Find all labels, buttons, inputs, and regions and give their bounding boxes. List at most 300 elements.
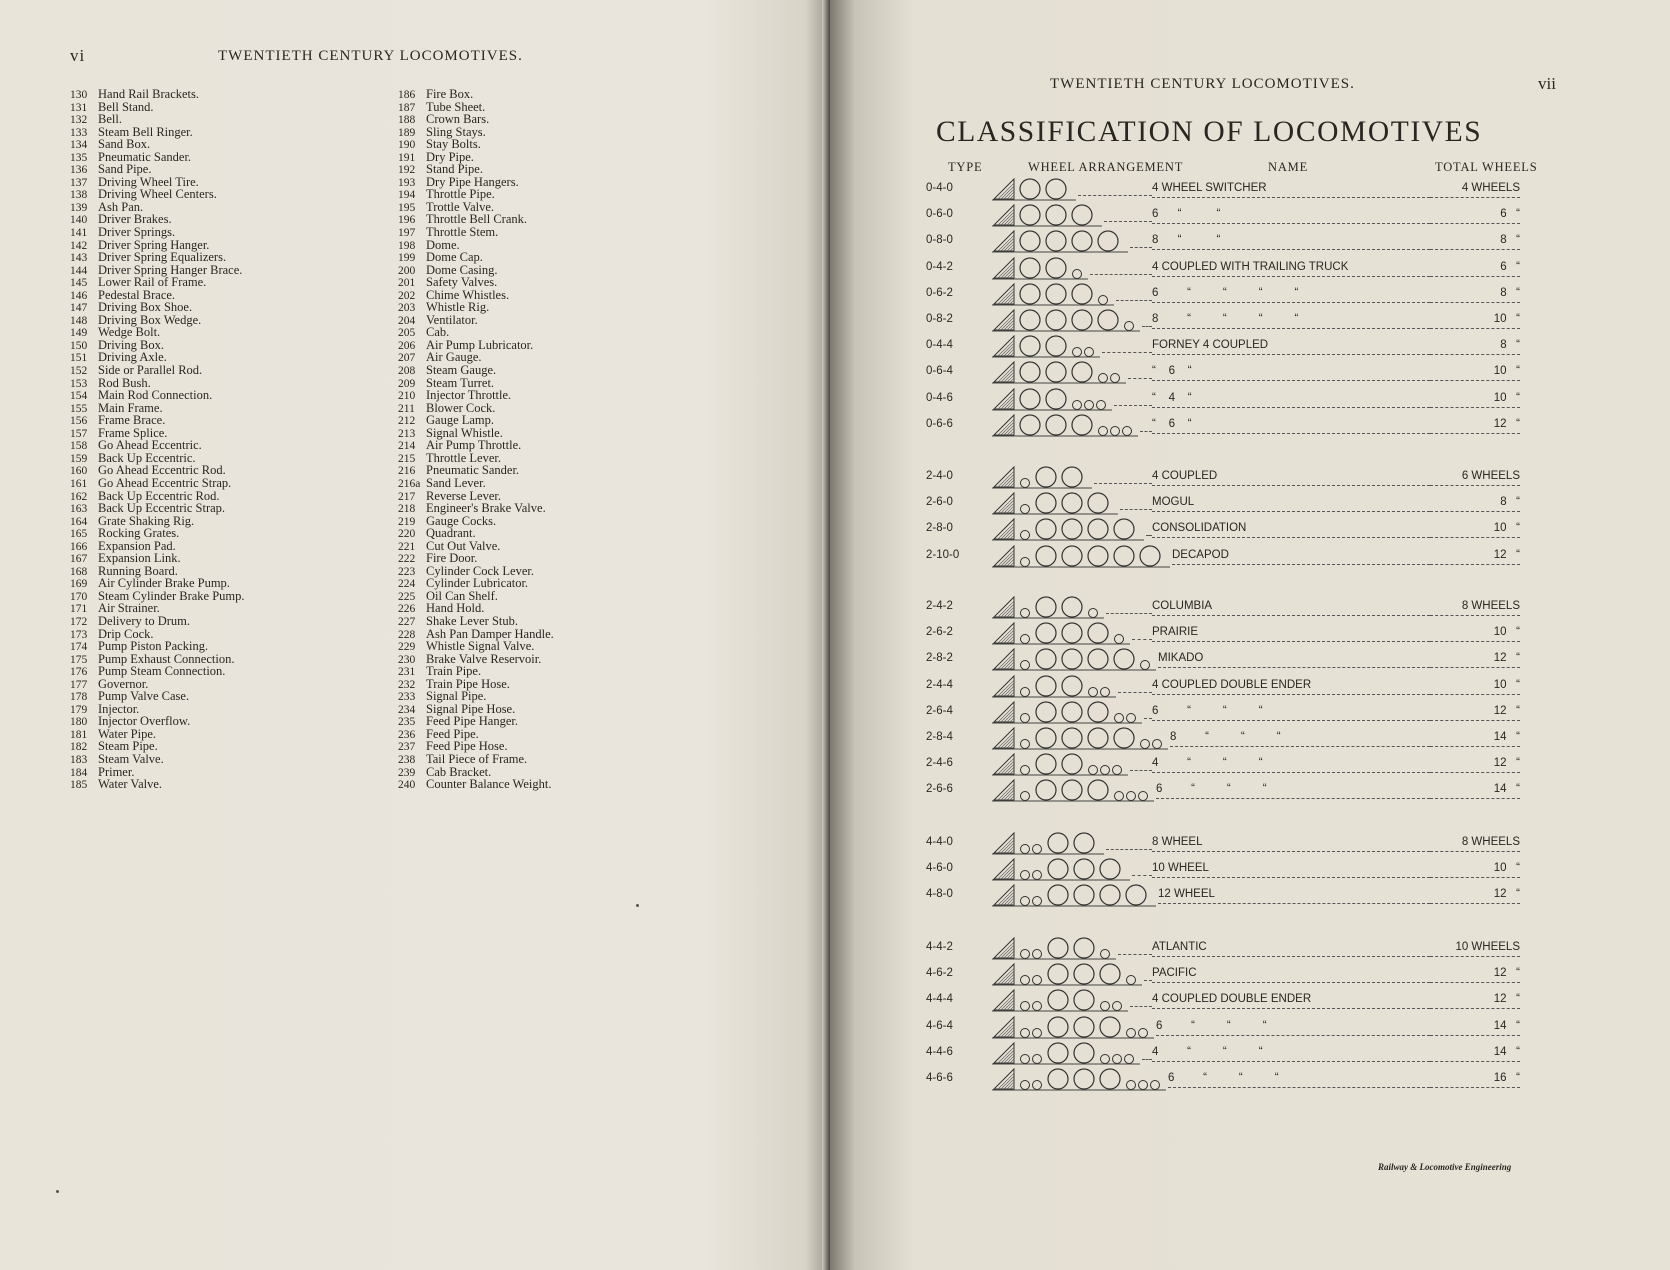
- part-name: Signal Whistle.: [426, 425, 503, 440]
- driving-wheel-icon: [1114, 519, 1134, 539]
- small-wheel-icon: [1125, 1054, 1134, 1063]
- part-name: Engineer's Brake Valve.: [426, 501, 546, 516]
- small-wheel-icon: [1101, 1002, 1110, 1011]
- locomotive-name: PRAIRIE: [1152, 626, 1430, 642]
- part-name: Throttle Lever.: [426, 450, 501, 465]
- locomotive-name: 6 “ “: [1152, 208, 1430, 224]
- part-number: 177: [70, 678, 88, 691]
- small-wheel-icon: [1021, 687, 1030, 696]
- driving-wheel-icon: [1020, 179, 1040, 199]
- total-wheels: 12 “: [1430, 418, 1520, 434]
- part-name: Gauge Cocks.: [426, 513, 497, 528]
- driving-wheel-icon: [1020, 231, 1040, 251]
- small-wheel-icon: [1101, 687, 1110, 696]
- parts-list-item: [70, 778, 245, 791]
- wheel-type: 0-6-2: [926, 286, 953, 299]
- part-number: 170: [70, 590, 88, 603]
- locomotive-row: [830, 699, 1670, 725]
- part-name: Bell Stand.: [98, 99, 154, 114]
- part-name: Pneumatic Sander.: [426, 463, 520, 478]
- part-name: Fire Box.: [426, 87, 474, 101]
- small-wheel-icon: [1021, 766, 1030, 775]
- small-wheel-icon: [1033, 1081, 1042, 1090]
- part-name: Quadrant.: [426, 526, 476, 541]
- driving-wheel-icon: [1020, 284, 1040, 304]
- part-name: Dome Cap.: [426, 250, 483, 265]
- parts-list-item: [70, 665, 245, 678]
- wheel-type: 2-6-4: [926, 704, 953, 717]
- part-name: Running Board.: [98, 563, 178, 578]
- part-name: Back Up Eccentric Rod.: [98, 488, 220, 503]
- part-number: 205: [398, 327, 416, 340]
- column-header-type: TYPE: [948, 160, 983, 174]
- part-number: 195: [398, 201, 416, 214]
- driving-wheel-icon: [1100, 885, 1120, 905]
- driving-wheel-icon: [1074, 1043, 1094, 1063]
- parts-list-column-2: [398, 88, 554, 791]
- part-number: 222: [398, 553, 416, 566]
- total-wheels: 10 “: [1430, 522, 1520, 538]
- part-name: Reverse Lever.: [426, 488, 501, 503]
- part-number: 164: [70, 515, 88, 528]
- small-wheel-icon: [1021, 1002, 1030, 1011]
- driving-wheel-icon: [1072, 362, 1092, 382]
- locomotive-row: [830, 961, 1670, 987]
- wheel-type: 4-6-0: [926, 862, 953, 875]
- part-number: 181: [70, 728, 88, 741]
- locomotive-row: [830, 543, 1670, 569]
- total-wheels: 10 WHEELS: [1430, 941, 1520, 957]
- driving-wheel-icon: [1072, 205, 1092, 225]
- part-name: Steam Cylinder Brake Pump.: [98, 588, 245, 603]
- driving-wheel-icon: [1020, 362, 1040, 382]
- part-name: Sand Box.: [98, 137, 151, 152]
- total-wheels: 12 “: [1430, 705, 1520, 721]
- part-number: 211: [398, 402, 415, 415]
- part-number: 237: [398, 741, 416, 754]
- part-number: 213: [398, 427, 416, 440]
- small-wheel-icon: [1033, 976, 1042, 985]
- part-name: Water Valve.: [98, 777, 163, 792]
- driving-wheel-icon: [1046, 231, 1066, 251]
- part-number: 154: [70, 390, 88, 403]
- small-wheel-icon: [1099, 374, 1108, 383]
- part-name: Air Cylinder Brake Pump.: [98, 576, 230, 591]
- locomotive-name: 10 WHEEL: [1152, 862, 1430, 878]
- part-number: 130: [70, 89, 88, 101]
- small-wheel-icon: [1141, 661, 1150, 670]
- locomotive-name: 6 “ “ “: [1156, 1020, 1430, 1036]
- small-wheel-icon: [1073, 348, 1082, 357]
- locomotive-row: [830, 777, 1670, 803]
- driving-wheel-icon: [1074, 990, 1094, 1010]
- part-number: 136: [70, 164, 88, 177]
- leader-dashes: [1120, 509, 1152, 510]
- part-name: Throttle Bell Crank.: [426, 212, 528, 227]
- driving-wheel-icon: [1088, 493, 1108, 513]
- wheel-type: 0-4-2: [926, 260, 953, 273]
- leader-dashes: [1130, 1006, 1152, 1007]
- wheel-type: 2-10-0: [926, 548, 960, 561]
- small-wheel-icon: [1139, 792, 1148, 801]
- driving-wheel-icon: [1062, 623, 1082, 643]
- part-name: Trottle Valve.: [426, 199, 495, 214]
- driving-wheel-icon: [1088, 728, 1108, 748]
- total-wheels: 10 “: [1430, 626, 1520, 642]
- page-title: CLASSIFICATION OF LOCOMOTIVES: [936, 116, 1483, 148]
- locomotive-row: [830, 281, 1670, 307]
- driving-wheel-icon: [1074, 859, 1094, 879]
- wheel-type: 4-6-6: [926, 1072, 953, 1084]
- part-number: 166: [70, 540, 88, 553]
- part-number: 227: [398, 615, 416, 628]
- part-number: 144: [70, 264, 88, 277]
- small-wheel-icon: [1021, 950, 1030, 959]
- part-number: 183: [70, 753, 88, 766]
- part-name: Steam Bell Ringer.: [98, 124, 193, 139]
- parts-list-item: [70, 364, 245, 377]
- locomotive-row: [830, 202, 1670, 228]
- part-name: Oil Can Shelf.: [426, 588, 498, 603]
- driving-wheel-icon: [1048, 964, 1068, 984]
- total-wheels: 16 “: [1430, 1072, 1520, 1088]
- parts-list-item: [70, 615, 245, 628]
- part-name: Pneumatic Sander.: [98, 149, 192, 164]
- small-wheel-icon: [1139, 1081, 1148, 1090]
- small-wheel-icon: [1089, 609, 1098, 618]
- part-number: 203: [398, 302, 416, 315]
- wheel-type: 2-8-2: [926, 652, 953, 665]
- locomotive-row: [830, 882, 1670, 908]
- part-name: Shake Lever Stub.: [426, 613, 518, 628]
- part-name: Cylinder Lubricator.: [426, 576, 529, 591]
- part-name: Brake Valve Reservoir.: [426, 651, 542, 666]
- part-name: Gauge Lamp.: [426, 413, 495, 428]
- part-number: 131: [70, 101, 88, 114]
- part-name: Feed Pipe Hanger.: [426, 714, 518, 729]
- small-wheel-icon: [1021, 635, 1030, 644]
- part-number: 229: [398, 641, 416, 654]
- part-name: Dome Casing.: [426, 262, 498, 277]
- part-number: 193: [398, 176, 416, 189]
- part-number: 138: [70, 189, 88, 202]
- part-number: 172: [70, 615, 88, 628]
- part-name: Dry Pipe Hangers.: [426, 174, 519, 189]
- part-number: 155: [70, 402, 88, 415]
- driving-wheel-icon: [1048, 1017, 1068, 1037]
- driving-wheel-icon: [1074, 964, 1094, 984]
- leader-dashes: [1114, 405, 1152, 406]
- small-wheel-icon: [1033, 1028, 1042, 1037]
- part-number: 216a: [398, 477, 421, 490]
- leader-dashes: [1130, 247, 1152, 248]
- parts-list-item: [398, 778, 554, 791]
- wheel-type: 0-6-0: [926, 208, 953, 221]
- wheel-type: 2-8-0: [926, 522, 953, 535]
- locomotive-row: [830, 1040, 1670, 1066]
- part-number: 189: [398, 126, 416, 139]
- locomotive-name: FORNEY 4 COUPLED: [1152, 339, 1430, 355]
- locomotive-row: [830, 856, 1670, 882]
- part-name: Safety Valves.: [426, 275, 498, 290]
- small-wheel-icon: [1113, 1002, 1122, 1011]
- part-number: 217: [398, 490, 416, 503]
- small-wheel-icon: [1021, 845, 1030, 854]
- parts-list-item: [70, 88, 245, 101]
- driving-wheel-icon: [1088, 649, 1108, 669]
- part-number: 221: [398, 540, 416, 553]
- driving-wheel-icon: [1048, 859, 1068, 879]
- part-number: 147: [70, 302, 88, 315]
- driving-wheel-icon: [1048, 1069, 1068, 1089]
- right-running-title: TWENTIETH CENTURY LOCOMOTIVES.: [1050, 76, 1355, 92]
- locomotive-row: [830, 255, 1670, 281]
- part-number: 233: [398, 691, 416, 704]
- part-name: Sand Pipe.: [98, 162, 152, 177]
- driving-wheel-icon: [1062, 597, 1082, 617]
- small-wheel-icon: [1021, 557, 1030, 566]
- leader-dashes: [1128, 378, 1152, 379]
- driving-wheel-icon: [1036, 728, 1056, 748]
- driving-wheel-icon: [1100, 964, 1120, 984]
- driving-wheel-icon: [1048, 990, 1068, 1010]
- driving-wheel-icon: [1074, 1069, 1094, 1089]
- part-number: 215: [398, 452, 416, 465]
- locomotive-row: [830, 464, 1670, 490]
- small-wheel-icon: [1021, 976, 1030, 985]
- driving-wheel-icon: [1088, 702, 1108, 722]
- leader-dashes: [1106, 613, 1152, 614]
- small-wheel-icon: [1021, 661, 1030, 670]
- part-name: Feed Pipe Hose.: [426, 739, 508, 754]
- part-number: 148: [70, 314, 88, 327]
- leader-dashes: [1130, 770, 1152, 771]
- driving-wheel-icon: [1098, 231, 1118, 251]
- right-page-number: vii: [1538, 74, 1556, 93]
- part-name: Driving Box Shoe.: [98, 300, 193, 315]
- locomotive-row: [830, 620, 1670, 646]
- driving-wheel-icon: [1062, 728, 1082, 748]
- part-name: Driving Box.: [98, 337, 164, 352]
- parts-list-item: [70, 188, 245, 201]
- total-wheels: 14 “: [1430, 1020, 1520, 1036]
- part-number: 190: [398, 139, 416, 152]
- driving-wheel-icon: [1062, 676, 1082, 696]
- part-number: 176: [70, 666, 88, 679]
- part-number: 162: [70, 490, 88, 503]
- part-name: Hand Hold.: [426, 601, 485, 616]
- small-wheel-icon: [1111, 426, 1120, 435]
- part-name: Cut Out Valve.: [426, 538, 501, 553]
- wheel-type: 4-4-4: [926, 993, 953, 1006]
- small-wheel-icon: [1033, 1054, 1042, 1063]
- driving-wheel-icon: [1062, 493, 1082, 513]
- driving-wheel-icon: [1020, 415, 1040, 435]
- part-name: Blower Cock.: [426, 400, 496, 415]
- part-number: 137: [70, 176, 88, 189]
- total-wheels: 6 WHEELS: [1430, 470, 1520, 486]
- locomotive-name: 8 “ “ “ “: [1152, 313, 1430, 329]
- part-name: Fire Door.: [426, 551, 478, 566]
- locomotive-name: DECAPOD: [1172, 549, 1430, 565]
- part-name: Stand Pipe.: [426, 162, 483, 177]
- driving-wheel-icon: [1036, 780, 1056, 800]
- locomotive-name: 6 “ “ “ “: [1152, 287, 1430, 303]
- part-name: Back Up Eccentric.: [98, 450, 196, 465]
- driving-wheel-icon: [1074, 1017, 1094, 1037]
- driving-wheel-icon: [1088, 546, 1108, 566]
- part-number: 202: [398, 289, 416, 302]
- part-name: Hand Rail Brackets.: [98, 87, 200, 101]
- part-name: Pump Piston Packing.: [98, 639, 209, 654]
- part-number: 223: [398, 565, 416, 578]
- small-wheel-icon: [1085, 400, 1094, 409]
- driving-wheel-icon: [1046, 284, 1066, 304]
- small-wheel-icon: [1033, 1002, 1042, 1011]
- small-wheel-icon: [1101, 950, 1110, 959]
- small-wheel-icon: [1021, 609, 1030, 618]
- small-wheel-icon: [1123, 426, 1132, 435]
- driving-wheel-icon: [1140, 546, 1160, 566]
- driving-wheel-icon: [1100, 859, 1120, 879]
- locomotive-name: MOGUL: [1152, 496, 1430, 512]
- locomotive-name: 4 WHEEL SWITCHER: [1152, 182, 1430, 198]
- small-wheel-icon: [1113, 766, 1122, 775]
- part-name: Water Pipe.: [98, 726, 157, 741]
- locomotive-row: [830, 987, 1670, 1013]
- part-number: 210: [398, 390, 416, 403]
- small-wheel-icon: [1089, 766, 1098, 775]
- locomotive-row: [830, 176, 1670, 202]
- page-speck: [56, 1190, 59, 1193]
- leader-dashes: [1142, 326, 1152, 327]
- part-name: Stay Bolts.: [426, 137, 481, 152]
- part-number: 160: [70, 465, 88, 478]
- part-number: 207: [398, 352, 416, 365]
- driving-wheel-icon: [1048, 1043, 1068, 1063]
- part-number: 231: [398, 666, 416, 679]
- part-number: 167: [70, 553, 88, 566]
- page-speck: [636, 904, 639, 907]
- small-wheel-icon: [1141, 740, 1150, 749]
- parts-list-column-1: [70, 88, 245, 791]
- wheel-type: 2-4-2: [926, 600, 953, 612]
- small-wheel-icon: [1125, 322, 1134, 331]
- part-name: Pump Steam Connection.: [98, 664, 226, 679]
- leader-dashes: [1118, 954, 1152, 955]
- leader-dashes: [1142, 1059, 1152, 1060]
- locomotive-row: [830, 1066, 1670, 1092]
- locomotive-name: “ 4 “: [1152, 392, 1430, 408]
- driving-wheel-icon: [1048, 885, 1068, 905]
- part-name: Grate Shaking Rig.: [98, 513, 195, 528]
- part-number: 225: [398, 590, 416, 603]
- part-name: Cab Bracket.: [426, 764, 492, 779]
- part-name: Sling Stays.: [426, 124, 486, 139]
- part-name: Main Rod Connection.: [98, 388, 213, 403]
- part-number: 185: [70, 779, 88, 792]
- wheel-type: 2-6-0: [926, 496, 953, 509]
- part-name: Air Pump Throttle.: [426, 438, 522, 453]
- part-number: 184: [70, 766, 88, 779]
- locomotive-row: [830, 333, 1670, 359]
- small-wheel-icon: [1151, 1081, 1160, 1090]
- part-name: Expansion Pad.: [98, 538, 176, 553]
- total-wheels: 8 “: [1430, 287, 1520, 303]
- wheel-type: 4-6-2: [926, 967, 953, 980]
- leader-dashes: [1140, 431, 1152, 432]
- part-name: Driver Spring Hanger.: [98, 237, 210, 252]
- parts-list-item: [70, 715, 245, 728]
- locomotive-row: [830, 594, 1670, 620]
- driving-wheel-icon: [1100, 1069, 1120, 1089]
- small-wheel-icon: [1021, 871, 1030, 880]
- driving-wheel-icon: [1100, 1017, 1120, 1037]
- small-wheel-icon: [1099, 426, 1108, 435]
- driving-wheel-icon: [1036, 597, 1056, 617]
- driving-wheel-icon: [1074, 885, 1094, 905]
- small-wheel-icon: [1033, 845, 1042, 854]
- locomotive-name: 6 “ “ “: [1168, 1072, 1430, 1088]
- part-number: 201: [398, 277, 416, 290]
- part-name: Driver Spring Hanger Brace.: [98, 262, 243, 277]
- small-wheel-icon: [1033, 871, 1042, 880]
- locomotive-name: “ 6 “: [1152, 418, 1430, 434]
- locomotive-name: 12 WHEEL: [1158, 888, 1430, 904]
- part-name: Side or Parallel Rod.: [98, 363, 203, 378]
- part-name: Train Pipe Hose.: [426, 676, 510, 691]
- part-number: 169: [70, 578, 88, 591]
- part-number: 168: [70, 565, 88, 578]
- part-name: Steam Valve.: [98, 751, 164, 766]
- total-wheels: 12 “: [1430, 652, 1520, 668]
- small-wheel-icon: [1033, 950, 1042, 959]
- small-wheel-icon: [1097, 400, 1106, 409]
- part-name: Air Gauge.: [426, 350, 482, 365]
- part-name: Tube Sheet.: [426, 99, 486, 114]
- part-name: Signal Pipe Hose.: [426, 701, 516, 716]
- leader-dashes: [1144, 980, 1152, 981]
- locomotive-name: 6 “ “ “: [1152, 705, 1430, 721]
- right-page: [830, 0, 1670, 1270]
- wheel-type: 2-6-2: [926, 626, 953, 639]
- parts-list-item: [398, 515, 554, 528]
- part-name: Dome.: [426, 237, 460, 252]
- driving-wheel-icon: [1072, 310, 1092, 330]
- driving-wheel-icon: [1036, 467, 1056, 487]
- part-number: 143: [70, 252, 88, 265]
- total-wheels: 8 “: [1430, 339, 1520, 355]
- part-name: Cylinder Cock Lever.: [426, 563, 534, 578]
- wheel-type: 4-4-2: [926, 941, 953, 953]
- locomotive-name: PACIFIC: [1152, 967, 1430, 983]
- part-number: 133: [70, 126, 88, 139]
- total-wheels: 6 “: [1430, 261, 1520, 277]
- part-name: Rod Bush.: [98, 375, 151, 390]
- part-number: 216: [398, 465, 416, 478]
- driving-wheel-icon: [1046, 205, 1066, 225]
- locomotive-name: CONSOLIDATION: [1152, 522, 1430, 538]
- wheel-type: 0-4-4: [926, 339, 953, 352]
- leader-dashes: [1078, 195, 1152, 196]
- driving-wheel-icon: [1088, 623, 1108, 643]
- driving-wheel-icon: [1072, 415, 1092, 435]
- leader-dashes: [1094, 483, 1152, 484]
- total-wheels: 14 “: [1430, 783, 1520, 799]
- driving-wheel-icon: [1074, 938, 1094, 958]
- left-running-title: TWENTIETH CENTURY LOCOMOTIVES.: [218, 48, 523, 64]
- part-number: 173: [70, 628, 88, 641]
